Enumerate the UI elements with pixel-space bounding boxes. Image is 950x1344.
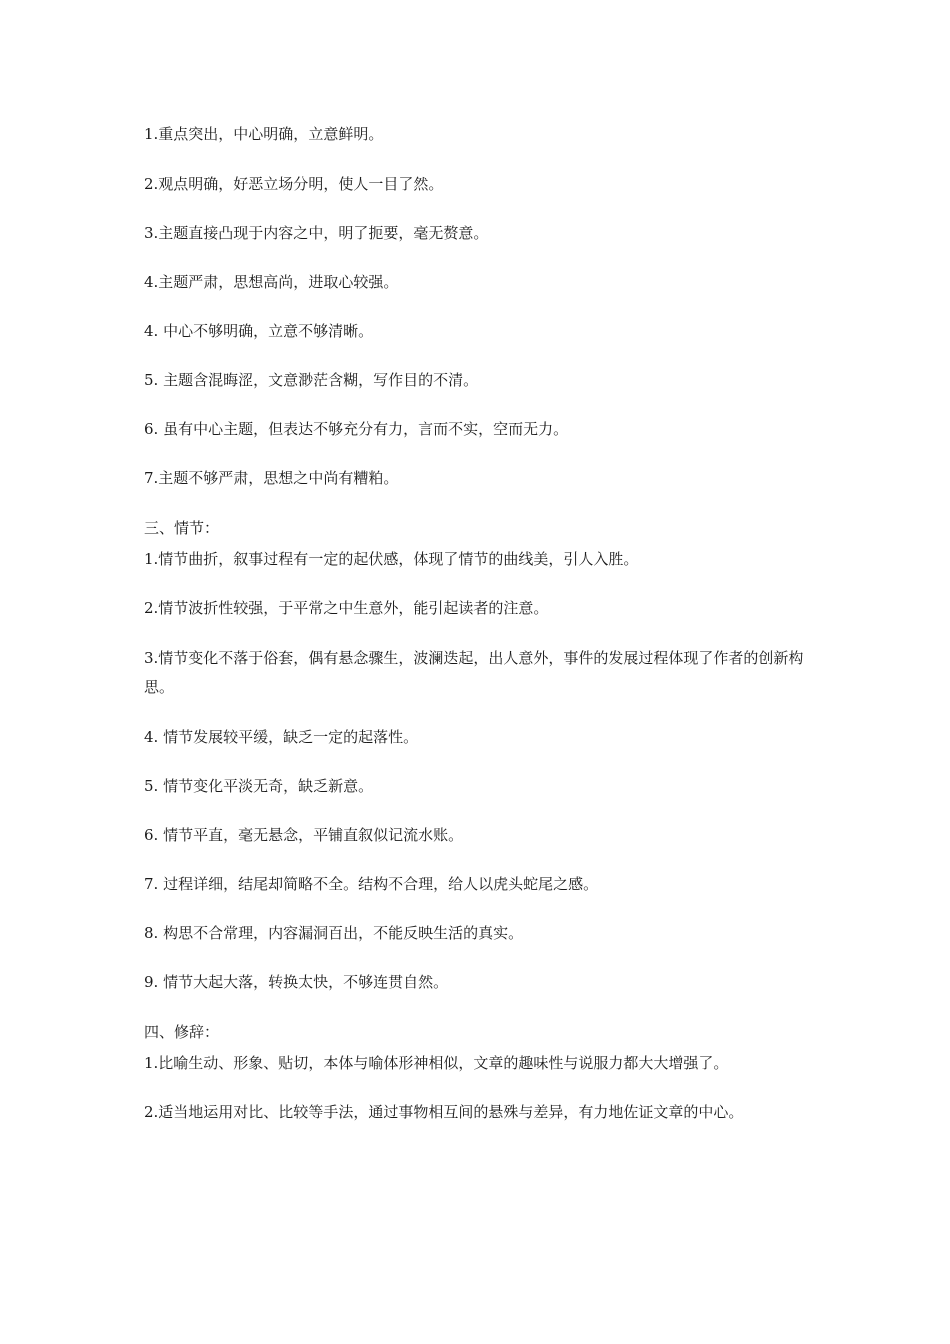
plot-item-3: 3.情节变化不落于俗套，偶有悬念骤生，波澜迭起，出人意外，事件的发展过程体现了作者的创新构思。 [144, 649, 804, 696]
theme-item-3: 3.主题直接凸现于内容之中，明了扼要，毫无赘意。 [144, 224, 489, 242]
plot-item-2: 2.情节波折性较强，于平常之中生意外，能引起读者的注意。 [144, 599, 549, 617]
section-heading-plot: 三、情节： [144, 519, 220, 537]
plot-weak-item-6: 6. 情节平直，毫无悬念，平铺直叙似记流水账。 [144, 826, 464, 844]
plot-weak-item-5: 5. 情节变化平淡无奇，缺乏新意。 [144, 777, 374, 795]
theme-item-1: 1.重点突出，中心明确，立意鲜明。 [144, 125, 384, 143]
plot-weak-item-9: 9. 情节大起大落，转换太快，不够连贯自然。 [144, 973, 449, 991]
theme-item-4: 4.主题严肃，思想高尚，进取心较强。 [144, 273, 399, 291]
rhetoric-item-1: 1.比喻生动、形象、贴切，本体与喻体形神相似，文章的趣味性与说服力都大大增强了。 [144, 1054, 729, 1072]
section-heading-rhetoric: 四、修辞： [144, 1023, 220, 1041]
plot-item-1: 1.情节曲折，叙事过程有一定的起伏感，体现了情节的曲线美，引人入胜。 [144, 550, 639, 568]
rhetoric-item-2: 2.适当地运用对比、比较等手法，通过事物相互间的悬殊与差异，有力地佐证文章的中心。 [144, 1103, 744, 1121]
plot-weak-item-4: 4. 情节发展较平缓，缺乏一定的起落性。 [144, 728, 419, 746]
plot-weak-item-8: 8. 构思不合常理，内容漏洞百出，不能反映生活的真实。 [144, 924, 524, 942]
theme-weak-item-7: 7.主题不够严肃，思想之中尚有糟粕。 [144, 469, 399, 487]
theme-weak-item-5: 5. 主题含混晦涩，文意渺茫含糊，写作目的不清。 [144, 371, 479, 389]
plot-weak-item-7: 7. 过程详细，结尾却简略不全。结构不合理，给人以虎头蛇尾之感。 [144, 875, 599, 893]
theme-item-2: 2.观点明确，好恶立场分明，使人一目了然。 [144, 175, 444, 193]
theme-weak-item-4: 4. 中心不够明确，立意不够清晰。 [144, 322, 374, 340]
theme-weak-item-6: 6. 虽有中心主题，但表达不够充分有力，言而不实，空而无力。 [144, 420, 569, 438]
